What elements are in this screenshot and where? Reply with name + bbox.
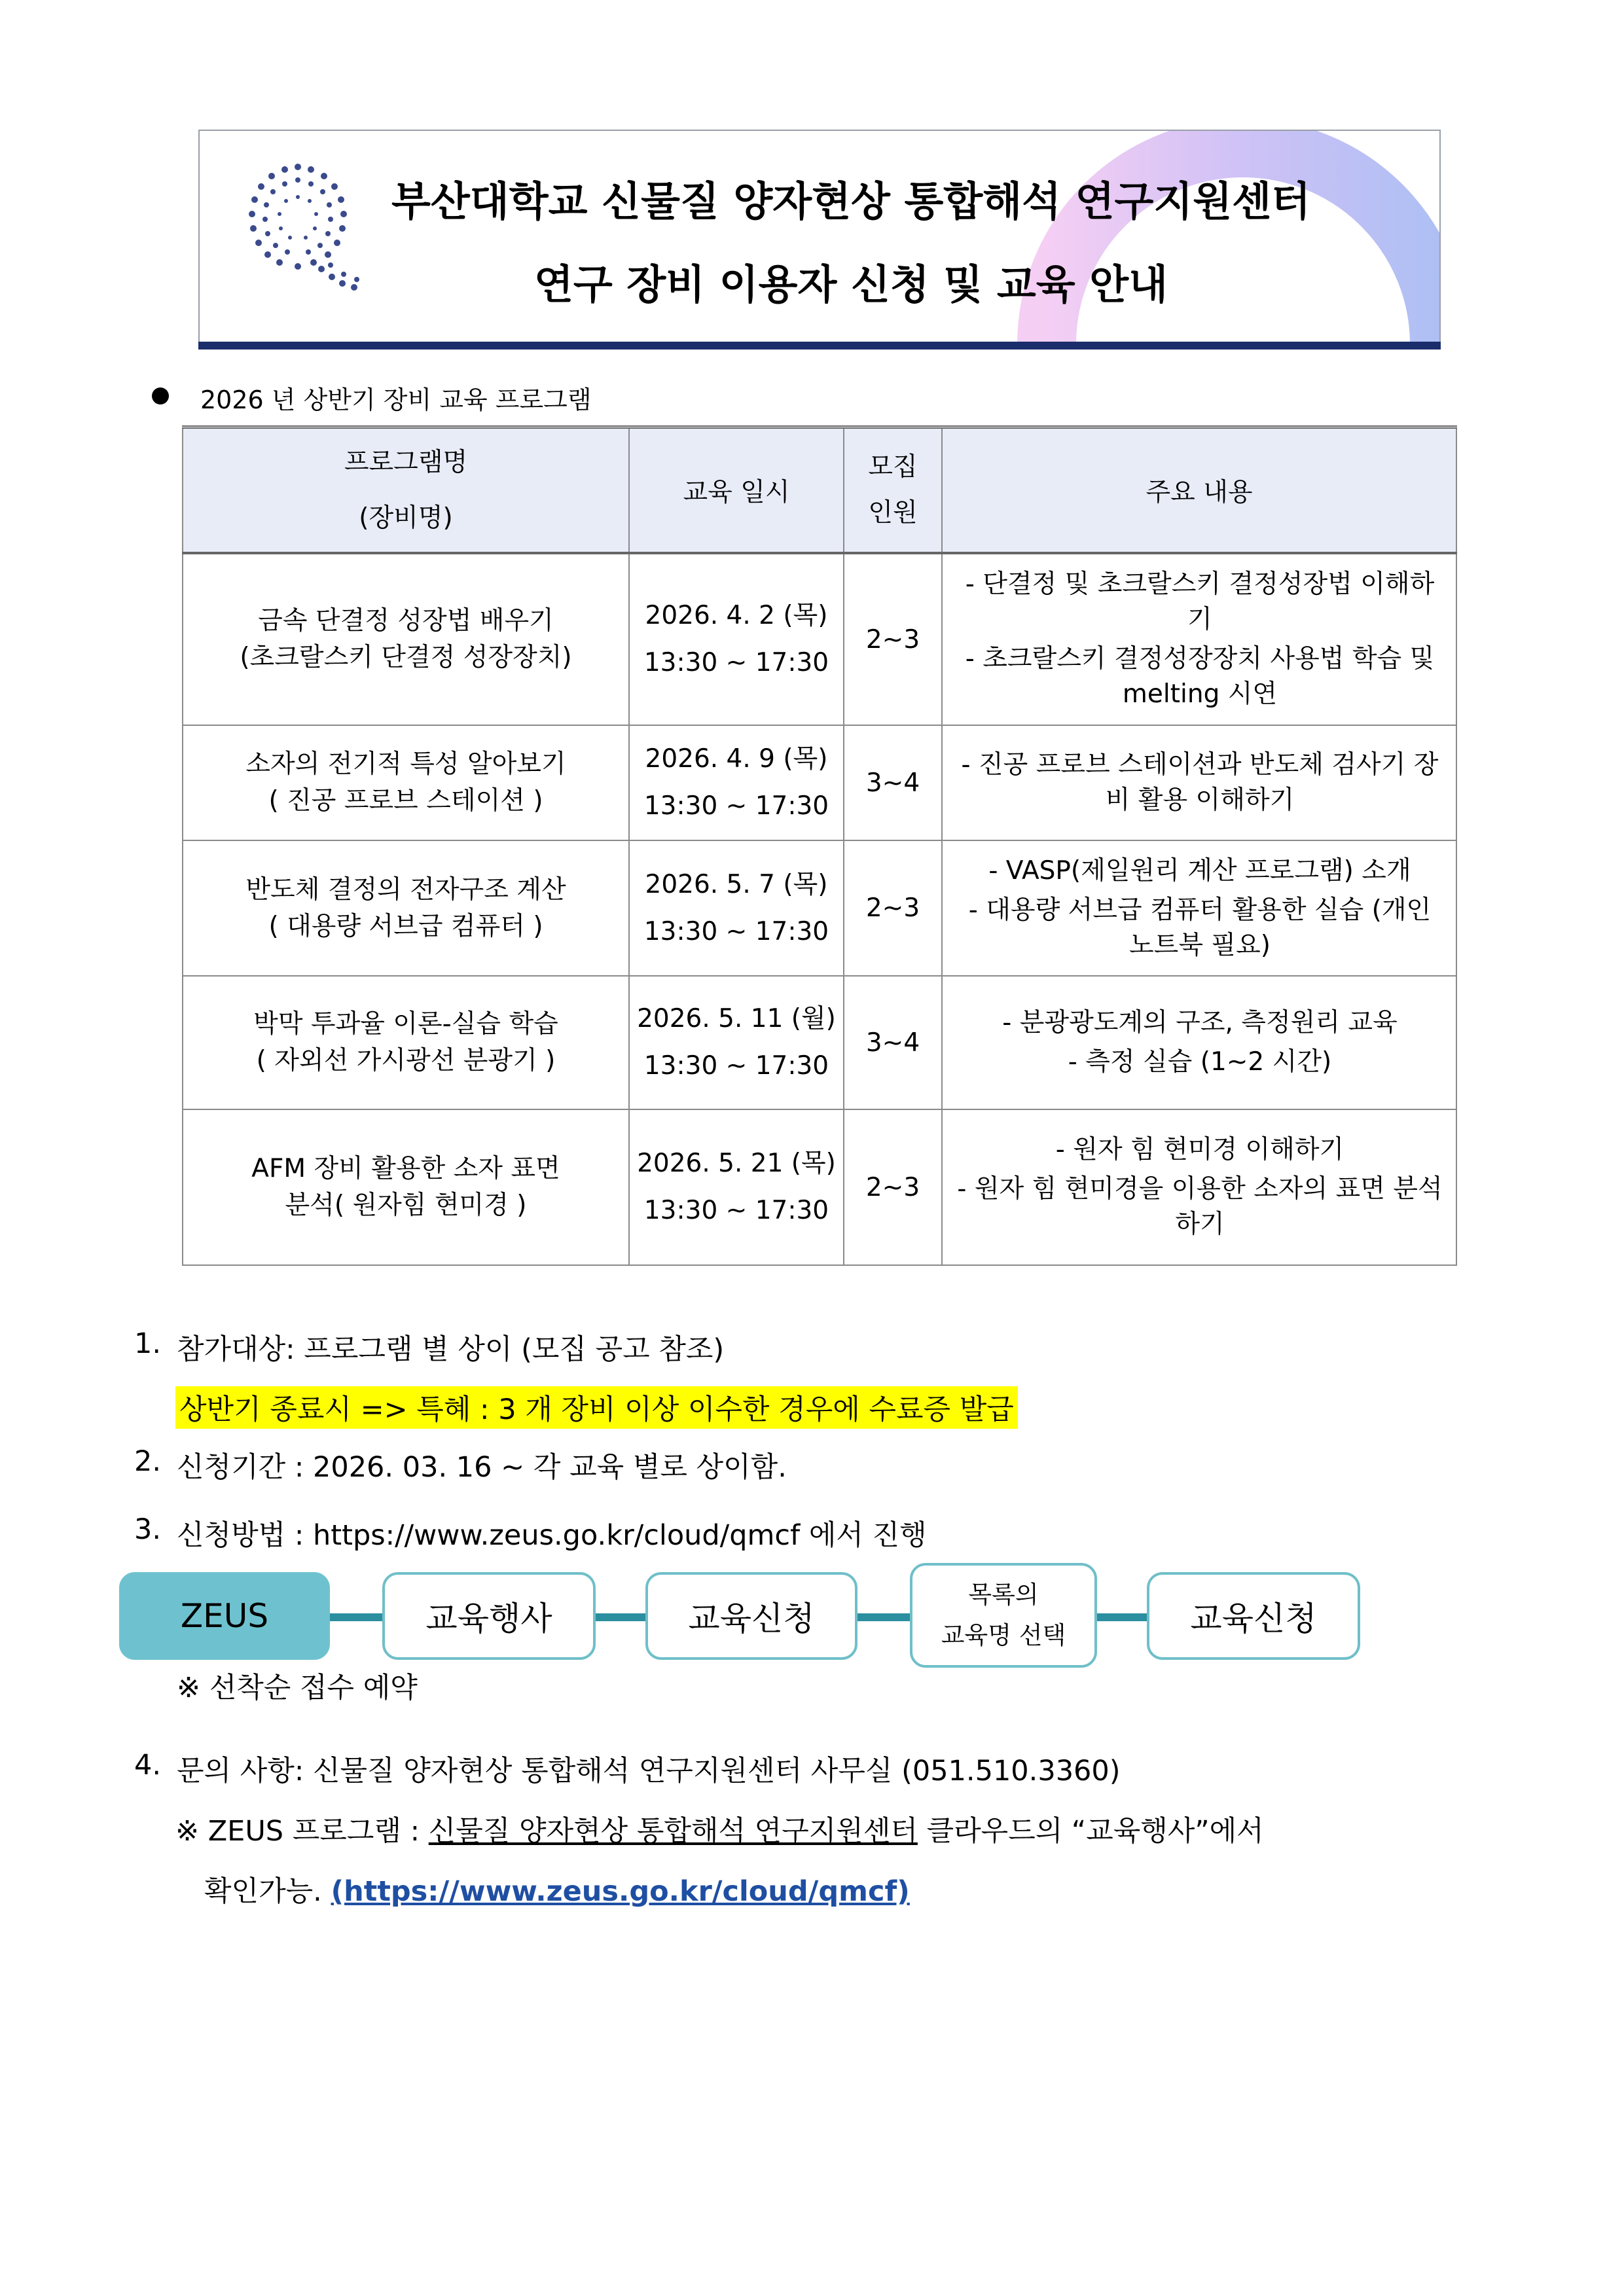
center-name-underlined: 신물질 양자현상 통합해석 연구지원센터 [428, 1815, 918, 1848]
section-title: 2026 년 상반기 장비 교육 프로그램 [200, 386, 592, 414]
program-name-cell: AFM 장비 활용한 소자 표면 분석( 원자힘 현미경 ) [183, 1109, 629, 1265]
table-row [183, 725, 1456, 840]
flow-step-education-event[interactable]: 교육행사 [382, 1572, 596, 1660]
highlight-note: 상반기 종료시 => 특혜 : 3 개 장비 이상 이수한 경우에 수료증 발급 [175, 1386, 1018, 1429]
table-row [183, 1109, 1456, 1265]
people-cell: 2~3 [844, 840, 942, 976]
people-cell: 2~3 [844, 553, 942, 725]
header-banner [198, 130, 1441, 346]
header-date: 교육 일시 [629, 427, 844, 554]
program-name-cell: 반도체 결정의 전자구조 계산 ( 대용량 서브급 컴퓨터 ) [183, 840, 629, 976]
flow-connector [855, 1613, 914, 1621]
page-subtitle: 연구 장비 이용자 신청 및 교육 안내 [534, 260, 1168, 308]
table-row [183, 976, 1456, 1109]
table-header-row [183, 427, 1456, 554]
date-cell: 2026. 4. 9 (목) 13:30 ~ 17:30 [629, 725, 844, 840]
flow-step-select-course[interactable]: 목록의 교육명 선택 [910, 1563, 1097, 1668]
table-row [183, 840, 1456, 976]
flow-step-zeus[interactable]: ZEUS [119, 1572, 330, 1660]
bullet-icon [152, 387, 169, 404]
content-cell: - VASP(제일원리 계산 프로그램) 소개 - 대용량 서브급 컴퓨터 활용한 실습 (개인 노트북 필요) [942, 840, 1456, 976]
confirm-note: 확인가능. (https://www.zeus.go.kr/cloud/qmcf) [204, 1875, 910, 1908]
flow-connector [1093, 1613, 1152, 1621]
date-cell: 2026. 5. 7 (목) 13:30 ~ 17:30 [629, 840, 844, 976]
header-people: 모집 인원 [844, 427, 942, 554]
header-content: 주요 내용 [942, 427, 1456, 554]
first-come-note: ※ 선착순 접수 예약 [177, 1672, 418, 1704]
header-program-name: 프로그램명 (장비명) [183, 427, 629, 554]
content-cell: - 단결정 및 초크랄스키 결정성장법 이해하기 - 초크랄스키 결정성장장치 사용법 학습 및 melting 시연 [942, 553, 1456, 725]
zeus-program-note: ※ ZEUS 프로그램 : 신물질 양자현상 통합해석 연구지원센터 클라우드의 “교육행사”에서 [175, 1815, 1264, 1848]
banner-underline [198, 342, 1441, 350]
people-cell: 2~3 [844, 1109, 942, 1265]
flow-connector [327, 1613, 386, 1621]
flow-step-education-apply[interactable]: 교육신청 [645, 1572, 857, 1660]
flow-step-education-apply-final[interactable]: 교육신청 [1147, 1572, 1360, 1660]
program-table [182, 425, 1457, 1266]
date-cell: 2026. 5. 21 (목) 13:30 ~ 17:30 [629, 1109, 844, 1265]
program-name-cell: 박막 투과율 이론-실습 학습 ( 자외선 가시광선 분광기 ) [183, 976, 629, 1109]
people-cell: 3~4 [844, 976, 942, 1109]
program-name-cell: 금속 단결정 성장법 배우기 (초크랄스키 단결정 성장장치) [183, 553, 629, 725]
table-row [183, 553, 1456, 725]
content-cell: - 분광광도계의 구조, 측정원리 교육 - 측정 실습 (1~2 시간) [942, 976, 1456, 1109]
date-cell: 2026. 5. 11 (월) 13:30 ~ 17:30 [629, 976, 844, 1109]
program-name-cell: 소자의 전기적 특성 알아보기 ( 진공 프로브 스테이션 ) [183, 725, 629, 840]
flow-connector [593, 1613, 652, 1621]
content-cell: - 진공 프로브 스테이션과 반도체 검사기 장비 활용 이해하기 [942, 725, 1456, 840]
content-cell: - 원자 힘 현미경 이해하기 - 원자 힘 현미경을 이용한 소자의 표면 분석하기 [942, 1109, 1456, 1265]
zeus-link[interactable]: (https://www.zeus.go.kr/cloud/qmcf) [331, 1875, 910, 1908]
date-cell: 2026. 4. 2 (목) 13:30 ~ 17:30 [629, 553, 844, 725]
rainbow-arc-decoration [968, 130, 1439, 344]
people-cell: 3~4 [844, 725, 942, 840]
page-title: 부산대학교 신물질 양자현상 통합해석 연구지원센터 [391, 177, 1310, 225]
